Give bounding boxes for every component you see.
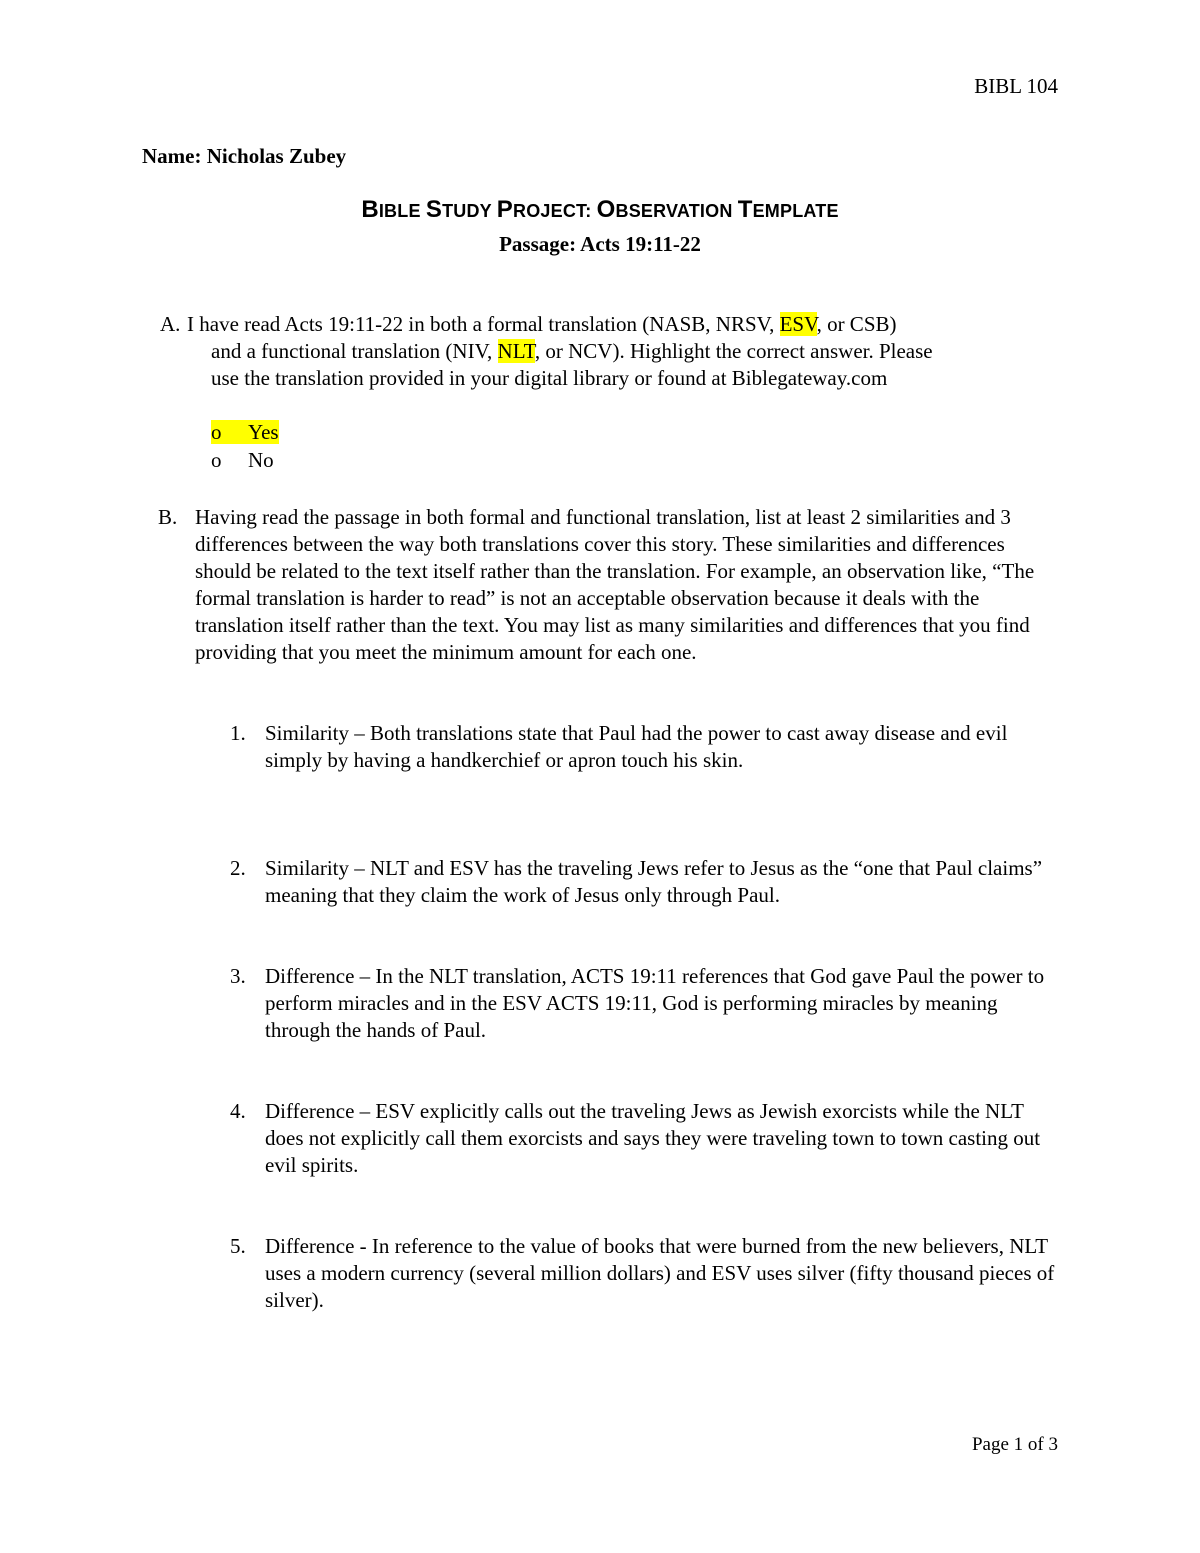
item-1-number: 1. [230,721,246,745]
option-yes-highlight [211,420,279,444]
course-code: BIBL 104 [974,74,1058,98]
item-5-text: Difference - In reference to the value of books that were burned from the new believers, NLT uses a modern currency (several million dollars) and ESV uses silver (fifty thousand pieces of silver). [265,1234,1055,1312]
section-b-label: B. [158,505,178,529]
item-2-number: 2. [230,856,246,880]
highlight-nlt: NLT [497,339,535,363]
title-word-project: PROJECT: [496,196,597,223]
item-1-text: Similarity – Both translations state that Paul had the power to cast away disease and evil simply by having a handkerchief or apron touch his skin. [265,721,1008,772]
item-3-number: 3. [230,964,246,988]
item-5-number: 5. [230,1234,246,1258]
title-word-bible: BIBLE [361,196,426,223]
option-no[interactable] [211,447,274,474]
option-yes-label: Yes [248,420,279,444]
page-number: Page 1 of 3 [971,1434,1058,1455]
title-word-template: TEMPLATE [737,196,839,223]
option-yes[interactable] [211,419,279,446]
section-a-continuation [211,338,1061,392]
item-3-text: Difference – In the NLT translation, ACTS 19:11 references that God gave Paul the power to perform miracles and in the ESV ACTS 19:11, God is performing miracles by meaning through the hands of Paul. [265,964,1045,1042]
item-4-text: Difference – ESV explicitly calls out the traveling Jews as Jewish exorcists while the NLT does not explicitly call them exorcists and says they were traveling town to town casting out evil spirits. [265,1099,1041,1177]
section-a-line-3: use the translation provided in your digital library or found at Biblegateway.com [211,366,888,390]
section-a-line-1: I have read Acts 19:11-22 in both a formal translation (NASB, NRSV, ESV, or CSB) [187,312,897,336]
item-4-number: 4. [230,1099,246,1123]
section-b-instructions: Having read the passage in both formal and functional translation, list at least 2 similarities and 3 differences between the way both translations cover this story. These similarities and differences should be related to the text itself rather than the translation. For example, an observation like, “The formal translation is harder to read” is not an acceptable observation because it deals with the translation itself rather than the text. You may list as many similarities and differences that you find providing that you meet the minimum amount for each one. [195,505,1035,664]
title-word-study: STUDY [425,196,497,223]
highlight-esv: ESV [779,312,817,336]
bullet-icon: o [211,448,222,472]
bullet-icon: o [211,420,222,444]
section-a-line-2: and a functional translation (NIV, NLT, or NCV). Highlight the correct answer. Please [211,339,933,363]
section-a-label: A. [160,312,181,336]
document-title [0,196,1200,224]
student-name: Name: Nicholas Zubey [142,144,347,168]
item-2-text: Similarity – NLT and ESV has the traveling Jews refer to Jesus as the “one that Paul claims” meaning that they claim the work of Jesus only through Paul. [265,856,1043,907]
passage-reference: Passage: Acts 19:11-22 [499,232,701,256]
title-word-observation: OBSERVATION [596,196,738,223]
option-no-label: No [248,448,274,472]
